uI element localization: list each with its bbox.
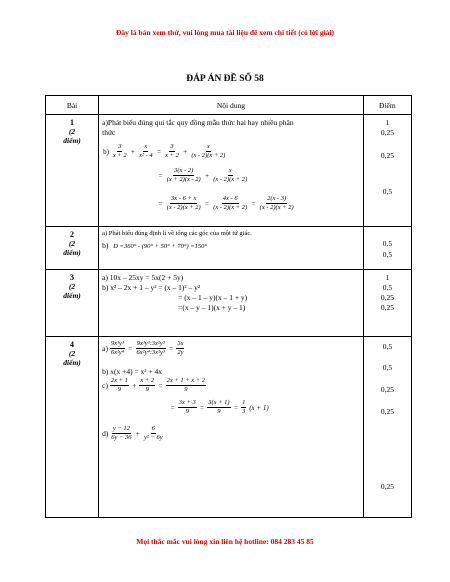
- fraction: [143, 425, 164, 442]
- operator: =: [156, 147, 162, 156]
- numerator: 3x: [177, 340, 184, 347]
- points-label: điểm): [63, 358, 81, 367]
- formula-line: [102, 377, 206, 394]
- numerator: x: [144, 143, 148, 150]
- score-value: 0,25: [380, 151, 394, 160]
- numerator: 9x³y³: [110, 340, 124, 347]
- denominator: 9: [217, 408, 221, 415]
- operator: +: [135, 429, 141, 438]
- score-cell: [363, 337, 411, 518]
- preview-banner: Đây là bản xem thử, vui lòng mua tài liệu để xem chi tiết (có lời giải): [115, 28, 335, 37]
- fraction: [136, 340, 166, 357]
- content-cell: [99, 227, 364, 270]
- points-label: (2: [68, 349, 76, 358]
- score-value: 0,5: [382, 283, 393, 292]
- formula-line: [102, 143, 226, 160]
- fraction: [176, 340, 184, 357]
- score-value: 0,5: [382, 187, 393, 196]
- question-number: 3: [70, 273, 75, 282]
- question-number: 1: [70, 118, 75, 127]
- numerator: 3: [170, 143, 174, 150]
- denominator: (x - 2)(x + 2): [259, 204, 294, 211]
- fraction: [212, 167, 248, 184]
- operator: =: [157, 381, 163, 390]
- table-row: [46, 227, 412, 270]
- operator: +: [204, 171, 210, 180]
- fraction: [166, 377, 206, 394]
- numerator: 3x - 6 + x: [171, 195, 197, 202]
- question-cell: [46, 337, 99, 518]
- score-cell: [363, 115, 411, 227]
- fraction: [178, 399, 197, 416]
- denominator: 9: [117, 386, 121, 393]
- denominator: (x - 2)(x + 2): [213, 204, 248, 211]
- score-value: 1: [385, 118, 390, 127]
- score-cell: [363, 227, 411, 270]
- denominator: 6x²y⁴:3x²y³: [136, 349, 165, 356]
- text-line: b) x(x +4) = x² + 4x: [102, 367, 163, 376]
- denominator: (x - 2)(x + 2): [191, 152, 226, 159]
- numerator: x: [228, 167, 232, 174]
- formula-line: [102, 340, 184, 357]
- score-value: 1: [385, 273, 390, 282]
- denominator: (x + 2)(x - 2): [166, 176, 201, 183]
- numerator: x + 2: [140, 377, 155, 384]
- points-label: điểm): [63, 248, 81, 257]
- formula-line: [102, 241, 207, 250]
- denominator: 9: [185, 408, 189, 415]
- points-label: điểm): [63, 136, 81, 145]
- question-cell: [46, 227, 99, 270]
- operator: +: [131, 381, 137, 390]
- formula-text: (x + 1): [249, 403, 269, 412]
- text-line: =(x – y – 1)(x + y – 1): [178, 303, 246, 312]
- numerator: 3: [118, 143, 122, 150]
- numerator: 2x + 1: [110, 377, 128, 384]
- table-header-row: [46, 96, 412, 115]
- answer-table: [45, 95, 412, 518]
- operator: =: [158, 199, 163, 208]
- fraction: [241, 399, 246, 416]
- formula-line: [157, 167, 248, 184]
- numerator: 1: [242, 399, 246, 406]
- fraction: [110, 425, 132, 442]
- score-value: 0,5: [382, 363, 393, 372]
- score-value: 0,25: [380, 293, 394, 302]
- fraction: [190, 143, 226, 160]
- question-number: 4: [70, 340, 75, 349]
- numerator: x: [206, 143, 210, 150]
- numerator: 2(x - 3): [267, 195, 287, 202]
- part-label: b): [102, 241, 109, 250]
- numerator: 2x + 1 + x + 2: [166, 377, 206, 384]
- hotline-banner: Mọi thắc mắc vui lòng xin liên hệ hotline: 084 283 45 85: [136, 537, 314, 546]
- denominator: 9: [184, 386, 188, 393]
- score-value: 0,25: [380, 482, 394, 491]
- points-label: (2: [68, 282, 76, 291]
- operator: +: [182, 147, 188, 156]
- fraction: [164, 143, 180, 160]
- fraction: [212, 195, 248, 212]
- denominator: x + 2: [112, 152, 127, 159]
- score-value: 0,25: [380, 128, 394, 137]
- operator: =: [199, 403, 205, 412]
- fraction: [166, 167, 202, 184]
- numerator: 3(x + 1): [208, 399, 230, 406]
- question-cell: [46, 270, 99, 337]
- page-title: ĐÁP ÁN ĐỀ SỐ 58: [186, 74, 264, 84]
- numerator: 3x + 3: [178, 399, 196, 406]
- header-diem: Điểm: [363, 96, 411, 115]
- numerator: 4x - 6: [222, 195, 238, 202]
- denominator: 3: [242, 408, 246, 415]
- points-label: (2: [68, 239, 76, 248]
- denominator: (x - 2)(x + 2): [213, 176, 248, 183]
- score-value: 0,25: [380, 303, 394, 312]
- content-cell: [99, 337, 364, 518]
- denominator: y² − 6y: [144, 434, 163, 441]
- part-label: d): [102, 429, 109, 438]
- operator: +: [130, 147, 136, 156]
- denominator: x² - 4: [139, 152, 153, 159]
- numerator: y − 12: [112, 425, 130, 432]
- score-value: 0,5: [382, 250, 393, 259]
- score-value: 0,25: [380, 407, 394, 416]
- part-label: a): [102, 344, 108, 353]
- operator: =: [170, 403, 175, 412]
- question-cell: [46, 115, 99, 227]
- denominator: 2y: [177, 349, 184, 356]
- text-line: a) Phát biểu đúng định lí về tổng các góc của một tứ giác.: [102, 230, 252, 237]
- denominator: 9: [145, 386, 149, 393]
- fraction: [259, 195, 295, 212]
- operator: =: [158, 171, 163, 180]
- header-bai: Bài: [46, 96, 99, 115]
- text-line: b) x² – 2x + 1 – y² = (x – 1)² – y²: [102, 283, 201, 292]
- score-value: 0,25: [380, 385, 394, 394]
- operator: =: [127, 344, 133, 353]
- numerator: 3(x - 2): [174, 167, 194, 174]
- formula-line: [157, 195, 295, 212]
- fraction: [110, 340, 125, 357]
- points-label: (2: [68, 127, 76, 136]
- operator: =: [251, 199, 256, 208]
- fraction: [110, 377, 129, 394]
- text-line: thức: [102, 128, 116, 137]
- operator: =: [204, 199, 210, 208]
- numerator: 9x³y³:3x²y³: [136, 340, 165, 347]
- denominator: x + 2: [165, 152, 179, 159]
- fraction: [166, 195, 202, 212]
- fraction: [139, 377, 155, 394]
- question-number: 2: [70, 230, 75, 239]
- operator: =: [168, 344, 174, 353]
- score-value: 0,5: [382, 342, 393, 351]
- content-cell: [99, 270, 364, 337]
- formula-text: D =360° - (90° + 50° + 70°) =150°: [113, 243, 207, 250]
- table-row: [46, 270, 412, 337]
- formula-line: [169, 399, 270, 416]
- points-label: điểm): [63, 291, 81, 300]
- header-noi-dung: Nội dung: [99, 96, 364, 115]
- fraction: [112, 143, 128, 160]
- score-cell: [363, 270, 411, 337]
- formula-line: [102, 425, 164, 442]
- table-row: [46, 115, 412, 227]
- content-cell: [99, 115, 364, 227]
- denominator: (x - 2)(x + 2): [166, 204, 201, 211]
- part-label: b): [103, 147, 109, 156]
- table-row: [46, 337, 412, 518]
- denominator: 6x²y⁴: [110, 349, 125, 356]
- part-label: c): [102, 381, 108, 390]
- operator: =: [233, 403, 239, 412]
- text-line: a)Phát biểu đúng qui tắc quy đồng mẫu thức hai hay nhiều phân: [102, 118, 294, 127]
- denominator: 6y − 36: [111, 434, 132, 441]
- text-line: = (x – 1 – y)(x – 1 + y): [178, 293, 248, 302]
- fraction: [138, 143, 154, 160]
- fraction: [207, 399, 230, 416]
- score-value: 0,5: [382, 239, 393, 248]
- text-line: a) 10x – 25xy = 5x(2 + 5y): [102, 273, 184, 282]
- numerator: 6: [151, 425, 155, 432]
